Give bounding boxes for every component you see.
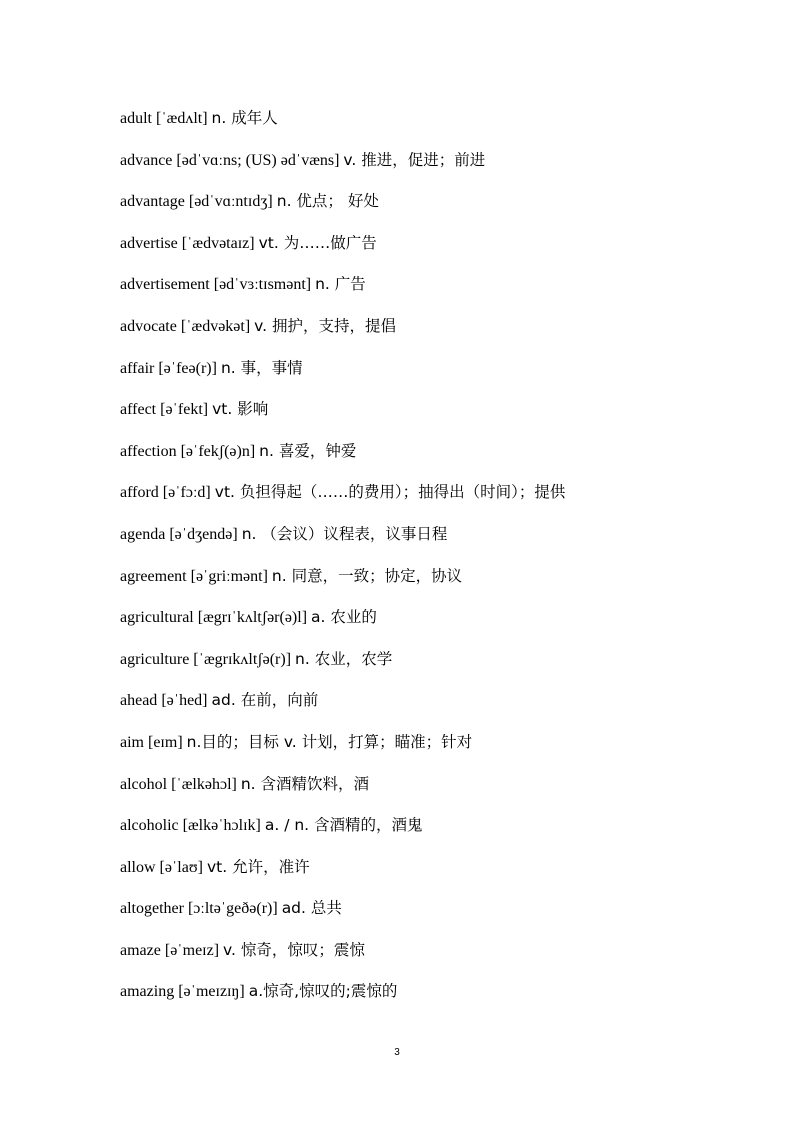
entry-definition: n. 喜爱，钟爱: [259, 441, 357, 460]
entry-word: advance: [120, 151, 173, 169]
entry-phonetic: [əˈfekt]: [160, 401, 209, 419]
entry-phonetic: [eɪm]: [148, 733, 183, 751]
vocab-entry: [120, 440, 760, 482]
entry-phonetic: [əˈfekʃ(ə)n]: [180, 442, 256, 460]
entry-word: agenda: [120, 525, 166, 543]
vocab-entry: [120, 565, 760, 607]
entry-phonetic: [ˈægrɪkʌltʃə(r)]: [193, 650, 292, 668]
vocab-entry: [120, 273, 760, 315]
vocab-entry: [120, 773, 760, 815]
entry-definition: v. 拥护，支持，提倡: [254, 316, 396, 335]
entry-definition: n. 广告: [315, 275, 366, 294]
vocab-entry: [120, 398, 760, 440]
entry-word: advertise: [120, 234, 178, 252]
entry-phonetic: [ægrɪˈkʌltʃər(ə)l]: [197, 609, 308, 627]
entry-phonetic: [əˈdʒendə]: [169, 525, 238, 543]
entry-phonetic: [əˈmeɪz]: [164, 941, 220, 959]
vocab-entry: [120, 814, 760, 856]
entry-phonetic: [ælkəˈhɔlɪk]: [182, 817, 261, 835]
entry-phonetic: [ədˈvɜːtɪsmənt]: [213, 276, 312, 294]
entry-word: alcohol: [120, 775, 168, 793]
entry-word: agreement: [120, 567, 187, 585]
entry-definition: n. （会议）议程表，议事日程: [241, 524, 448, 543]
entry-phonetic: [ədˈvɑːns; (US) ədˈvæns]: [176, 151, 340, 169]
entry-word: advocate: [120, 317, 177, 335]
entry-definition: n. 事，事情: [220, 358, 303, 377]
entry-word: amaze: [120, 941, 161, 959]
entry-word: affair: [120, 359, 155, 377]
entry-phonetic: [əˈfɔːd]: [162, 484, 211, 502]
entry-word: affection: [120, 442, 177, 460]
entry-definition: n. 含酒精饮料，酒: [240, 774, 370, 793]
entry-definition: n. 农业，农学: [295, 649, 393, 668]
entry-word: affect: [120, 401, 157, 419]
entry-phonetic: [əˈgriːmənt]: [190, 567, 268, 585]
vocab-entry: [120, 897, 760, 939]
entry-phonetic: [əˈmeɪzɪŋ]: [178, 983, 245, 1001]
entry-definition: n. 成年人: [211, 109, 278, 127]
entry-definition: v. 惊奇，惊叹；震惊: [223, 940, 365, 959]
vocab-entry: [120, 856, 760, 898]
entry-word: alcoholic: [120, 817, 179, 835]
vocab-entry: [120, 232, 760, 274]
entry-definition: ad. 总共: [281, 899, 342, 918]
vocab-entry: [120, 149, 760, 191]
vocab-entry: [120, 315, 760, 357]
entry-definition: vt. 负担得起（……的费用）；抽得出（时间）；提供: [214, 483, 566, 502]
entry-definition: ad. 在前，向前: [211, 691, 319, 710]
entry-phonetic: [əˈfeə(r)]: [158, 359, 217, 377]
entry-phonetic: [ˈædvəkət]: [180, 317, 251, 335]
entry-phonetic: [ɔːltəˈgeðə(r)]: [187, 900, 278, 918]
vocab-entry: [120, 939, 760, 981]
entry-definition: a. / n. 含酒精的，酒鬼: [264, 816, 423, 835]
entry-phonetic: [ˈædvətaɪz]: [181, 234, 255, 252]
entry-word: advantage: [120, 193, 185, 211]
entry-definition: a.惊奇,惊叹的;震惊的: [248, 982, 398, 1001]
entry-word: ahead: [120, 692, 158, 710]
vocab-entry: [120, 606, 760, 648]
entry-phonetic: [ˈælkəhɔl]: [171, 775, 237, 793]
entry-word: afford: [120, 484, 159, 502]
vocab-entry: [120, 357, 760, 399]
vocab-entry: [120, 731, 760, 773]
entry-phonetic: [əˈhed]: [161, 692, 208, 710]
entry-definition: n. 同意，一致；协定，协议: [271, 566, 463, 585]
entry-definition: a. 农业的: [311, 608, 377, 627]
entry-definition: n. 优点； 好处: [276, 192, 379, 211]
entry-word: agriculture: [120, 650, 190, 668]
entry-phonetic: [ədˈvɑːntɪdʒ]: [188, 193, 273, 211]
entry-word: amazing: [120, 983, 175, 1001]
vocabulary-list: [120, 107, 760, 1022]
entry-definition: vt. 允许，准许: [206, 857, 310, 876]
entry-definition: vt. 影响: [212, 400, 269, 419]
entry-definition: n.目的；目标 v. 计划，打算；瞄准；针对: [186, 732, 473, 751]
vocab-entry: [120, 190, 760, 232]
vocab-entry: [120, 523, 760, 565]
entry-definition: vt. 为……做广告: [258, 233, 377, 252]
entry-definition: v. 推进，促进；前进: [343, 150, 486, 169]
entry-word: aim: [120, 733, 144, 751]
entry-word: adult: [120, 110, 152, 127]
entry-phonetic: [ˈædʌlt]: [156, 110, 208, 127]
entry-phonetic: [əˈlaʊ]: [159, 858, 203, 876]
page-number: 3: [394, 1047, 400, 1058]
vocab-entry: [120, 648, 760, 690]
vocab-entry: [120, 980, 760, 1022]
vocab-entry: [120, 689, 760, 731]
entry-word: altogether: [120, 900, 184, 918]
vocab-entry: [120, 481, 760, 523]
entry-word: advertisement: [120, 276, 210, 294]
entry-word: allow: [120, 858, 156, 876]
vocab-entry: [120, 107, 760, 149]
entry-word: agricultural: [120, 609, 194, 627]
